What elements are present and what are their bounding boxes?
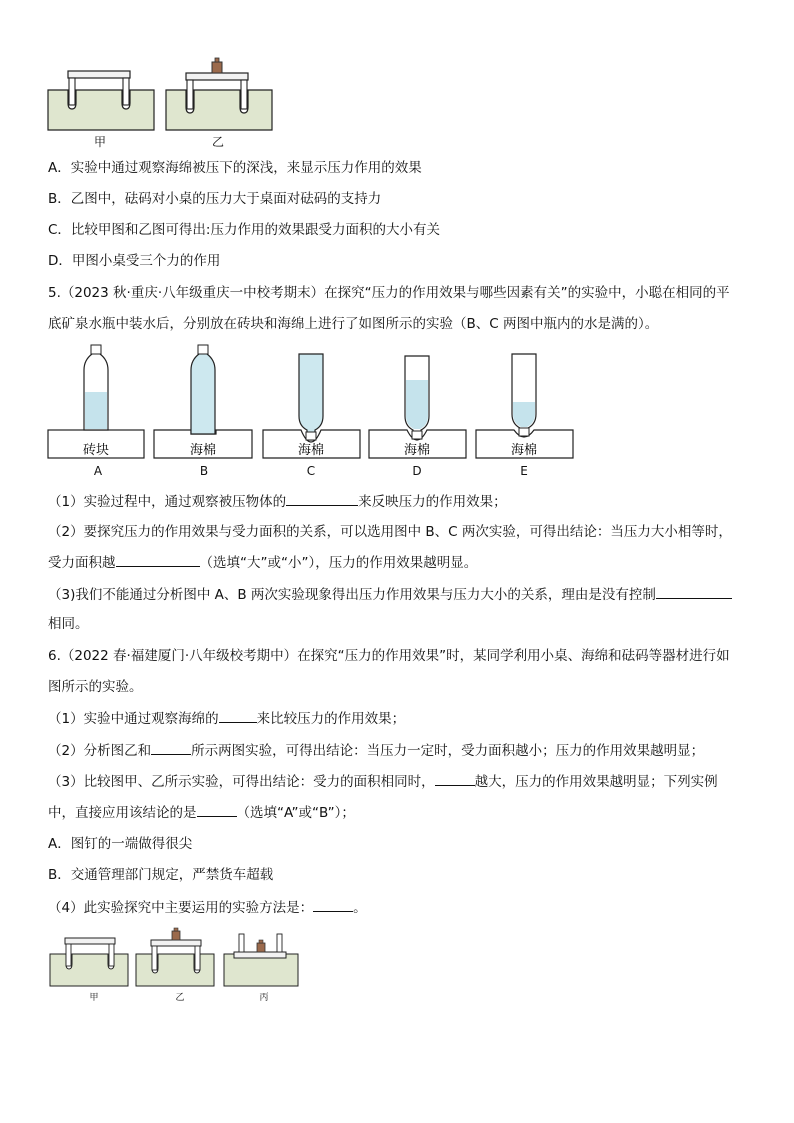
surface-label-c: 海棉 [297,443,325,458]
q6-part2-blank[interactable] [151,740,191,755]
bottle-label-e: E [520,464,528,478]
q6-part3-text-a: （3）比较图甲、乙所示实验，可得出结论：受力的面积相同时， [48,774,435,790]
q6-part2-text-b: 所示两图实验，可得出结论：当压力一定时，受力面积越小；压力的作用效果越明显； [191,743,705,759]
q5-part3-line2: 相同。 [48,616,89,632]
q6-part3-text-d: （选填“A”或“B”）； [236,805,355,821]
q6-part3-blank1[interactable] [435,771,475,786]
q5-part1-text-a: （1）实验过程中，通过观察被压物体的 [48,494,287,510]
q6-part4-text-a: （4）此实验探究中主要运用的实验方法是： [48,900,314,916]
q6-option-a: A．图钉的一端做得很尖 [48,836,193,852]
q4-option-c: C．比较甲图和乙图可得出:压力作用的效果跟受力面积的大小有关 [48,222,440,238]
surface-label-e: 海棉 [510,443,538,458]
q5-part1-blank[interactable] [286,491,358,506]
q6-part3-line1 [48,771,718,792]
q6-part2-text-a: （2）分析图乙和 [48,743,152,759]
q5-part1-text-b: 来反映压力的作用效果； [358,494,507,510]
q5-part2-text-a: 受力面积越 [48,555,116,571]
q6-part4-text-b: 。 [353,900,367,916]
q5-part2-line1: （2）要探究压力的作用效果与受力面积的关系，可以选用图中 B、C 两次实验，可得出结论：当压力大小相等时， [48,524,732,540]
q5-part2-blank[interactable] [116,552,200,567]
q6-part1 [48,708,405,729]
q4-option-d: D．甲图小桌受三个力的作用 [48,253,221,269]
q5-part3-text-a: （3)我们不能通过分析图中 A、B 两次实验现象得出压力作用效果与压力大小的关系，理由是没有控制 [48,587,656,603]
bottle-label-c: C [306,464,316,478]
q6-part3-blank2[interactable] [197,802,237,817]
q6-part3-text-c: 中，直接应用该结论的是 [48,805,197,821]
bottle-label-a: A [93,464,103,478]
surface-label-a: 砖块 [82,443,110,458]
bottle-a [48,345,144,458]
surface-label-d: 海棉 [403,443,431,458]
fig1-label-jia: 甲 [93,135,106,149]
q6-part4 [48,897,367,918]
q6-part2 [48,740,704,761]
fig3-yi [136,928,214,986]
q6-part1-text-b: 来比较压力的作用效果； [256,711,406,727]
q4-option-b: B．乙图中，砝码对小桌的压力大于桌面对砝码的支持力 [48,191,382,207]
fig3-jia [50,938,128,986]
q6-part1-text-a: （1）实验中通过观察海绵的 [48,711,219,727]
q5-part2-text-b: （选填“大”或“小”），压力的作用效果越明显。 [199,555,478,571]
q5-part2-line2 [48,552,477,573]
q6-part3-line2 [48,802,355,823]
q5-part3-blank[interactable] [656,584,732,599]
figure-table-sponge-bottom [48,924,308,990]
q5-intro-line1: 5.（2023 秋·重庆·八年级重庆一中校考期末）在探究“压力的作用效果与哪些因素有关”的实验中，小聪在相同的平 [48,285,730,301]
surface-label-b: 海棉 [189,443,217,458]
fig3-label-yi: 乙 [175,993,185,1003]
q5-part1 [48,491,507,512]
fig3-label-bing: 丙 [259,993,269,1003]
bottle-label-b: B [199,464,209,478]
fig3-bing [224,934,298,986]
fig3-label-jia: 甲 [89,993,99,1003]
q6-intro-line1: 6.（2022 春·福建厦门·八年级校考期中）在探究“压力的作用效果”时，某同学利用小桌、海绵和砝码等器材进行如 [48,648,730,664]
q6-part4-blank[interactable] [313,897,353,912]
figure-table-sponge-top [46,55,276,135]
q6-intro-line2: 图所示的实验。 [48,679,143,695]
fig1-jia [48,71,154,130]
fig1-yi [166,58,272,130]
q5-intro-line2: 底矿泉水瓶中装水后，分别放在砖块和海绵上进行了如图所示的实验（B、C 两图中瓶内的水是满的）。 [48,316,659,332]
q4-option-a: A．实验中通过观察海绵被压下的深浅，来显示压力作用的效果 [48,160,422,176]
q6-part3-text-b: 越大，压力的作用效果越明显；下列实例 [474,774,718,790]
figure-bottles [46,344,576,462]
q6-part1-blank[interactable] [219,708,257,723]
bottle-b [154,345,252,458]
q5-part3-line1 [48,584,732,605]
q6-option-b: B．交通管理部门规定，严禁货车超载 [48,867,274,883]
bottle-label-d: D [412,464,422,478]
fig1-label-yi: 乙 [211,135,224,149]
